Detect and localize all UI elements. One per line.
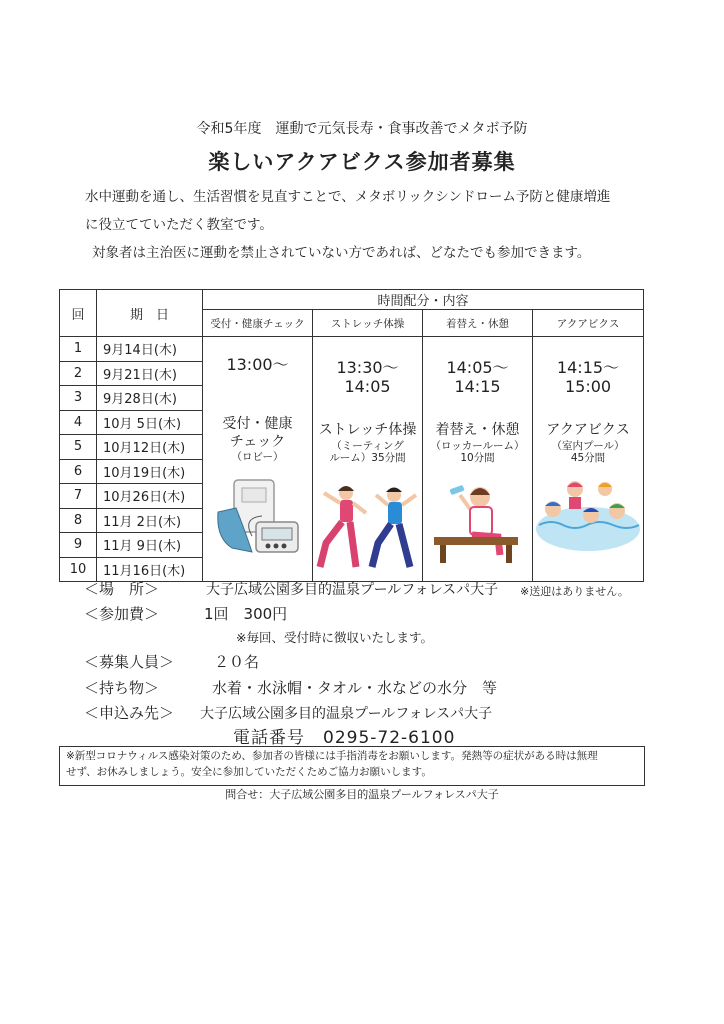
changing-activity: 着替え・休憩 <box>435 422 520 439</box>
aquabics-activity: アクアビクス <box>546 422 630 439</box>
aquabics-note-2: 45分間 <box>570 452 606 465</box>
place-row <box>84 578 498 599</box>
session-date: 11月 2日(木) <box>97 508 203 533</box>
apply-label: ＜申込み先＞ <box>84 704 175 722</box>
place-value: 大子広域公園多目的温泉プールフォレスパ大子 <box>206 582 499 598</box>
covid-notice <box>59 746 645 786</box>
stretch-activity: ストレッチ体操 <box>318 422 417 439</box>
round-number: 7 <box>60 484 97 509</box>
col-changing <box>423 337 533 582</box>
changing-time-start: 14:05～ <box>446 358 509 377</box>
round-number: 10 <box>60 557 97 582</box>
header-schedule: 時間配分・内容 <box>203 290 644 310</box>
round-number: 4 <box>60 410 97 435</box>
round-number: 5 <box>60 435 97 460</box>
session-date: 11月16日(木) <box>97 557 203 582</box>
col-reception <box>203 337 313 582</box>
capacity-label: ＜募集人員＞ <box>84 653 175 671</box>
fee-label: ＜参加費＞ <box>84 605 160 623</box>
notice-line-2: せず、お休みしましょう。安全に参加していただくためご協力お願いします。 <box>66 765 432 778</box>
page-title: 楽しいアクアビクス参加者募集 <box>208 150 516 174</box>
round-number: 3 <box>60 386 97 411</box>
changing-note-2: 10分間 <box>460 452 495 465</box>
notice-line-1: ※新型コロナウィルス感染対策のため、参加者の皆様には手指消毒をお願いします。発熱等の症状がある時は無理 <box>66 750 598 762</box>
aquabics-note-1: （室内プール） <box>551 439 625 452</box>
round-number: 9 <box>60 533 97 558</box>
aquabics-time-start: 14:15～ <box>556 358 620 377</box>
fee-note: ※毎回、受付時に徴収いたします。 <box>236 630 433 645</box>
round-number: 8 <box>60 508 97 533</box>
inquiry-footer: 問合せ：大子広域公園多目的温泉プールフォレスパ大子 <box>225 788 499 801</box>
stretch-note-2: ルーム）35分間 <box>329 452 406 465</box>
session-date: 10月19日(木) <box>97 459 203 484</box>
reception-activity <box>203 416 312 451</box>
fee-row <box>84 603 287 624</box>
blood-pressure-monitor-illustration <box>212 478 304 556</box>
items-row <box>84 677 497 698</box>
pool-swimmers-illustration <box>535 475 641 555</box>
subheader-stretch: ストレッチ体操 <box>313 310 423 337</box>
place-note: ※送迎はありません。 <box>520 585 629 598</box>
capacity-value: ２０名 <box>214 653 260 671</box>
header-date: 期 日 <box>97 290 203 337</box>
subtitle: 令和5年度 運動で元気長寿・食事改善でメタボ予防 <box>196 121 528 137</box>
aquabics-time-end: 15:00 <box>564 377 612 397</box>
intro-line-3: 対象者は主治医に運動を禁止されていない方であれば、どなたでも参加できます。 <box>92 245 591 261</box>
round-number: 2 <box>60 361 97 386</box>
reception-time: 13:00～ <box>226 355 289 374</box>
capacity-row <box>84 651 259 672</box>
schedule-table <box>59 289 644 582</box>
session-date: 11月 9日(木) <box>97 533 203 558</box>
fee-value: 1回 300円 <box>204 605 288 623</box>
place-label: ＜場 所＞ <box>84 580 160 598</box>
reception-activity-2: チェック <box>229 433 286 450</box>
round-number: 6 <box>60 459 97 484</box>
changing-time-end: 14:15 <box>454 377 501 397</box>
col-aquabics <box>533 337 644 582</box>
stretching-people-illustration <box>316 481 420 571</box>
round-number: 1 <box>60 337 97 362</box>
apply-value: 大子広域公園多目的温泉プールフォレスパ大子 <box>200 706 493 722</box>
reception-note: （ロビー） <box>231 451 284 464</box>
subheader-aquabics: アクアビクス <box>533 310 644 337</box>
subheader-reception: 受付・健康チェック <box>203 310 313 337</box>
stretch-time-start: 13:30～ <box>336 358 399 377</box>
session-date: 10月26日(木) <box>97 484 203 509</box>
items-label: ＜持ち物＞ <box>84 679 160 697</box>
session-date: 9月28日(木) <box>97 386 203 411</box>
resting-person-illustration <box>428 479 528 567</box>
session-date: 9月21日(木) <box>97 361 203 386</box>
items-value: 水着・水泳帽・タオル・水などの水分 等 <box>212 679 498 697</box>
reception-activity-1: 受付・健康 <box>222 416 293 433</box>
session-date: 10月12日(木) <box>97 435 203 460</box>
session-date: 9月14日(木) <box>97 337 203 362</box>
session-date: 10月 5日(木) <box>97 410 203 435</box>
stretch-note-1: （ミーティング <box>331 439 404 452</box>
header-round: 回 <box>60 290 97 337</box>
intro-line-2: に役立てていただく教室です。 <box>85 217 273 233</box>
col-stretch <box>313 337 423 582</box>
stretch-time-end: 14:05 <box>344 377 391 397</box>
phone-number: 電話番号 0295-72-6100 <box>233 728 456 748</box>
apply-row <box>84 702 492 723</box>
table-row <box>60 337 644 362</box>
changing-note-1: （ロッカールーム） <box>430 439 525 452</box>
subheader-changing: 着替え・休憩 <box>423 310 533 337</box>
intro-line-1: 水中運動を通し、生活習慣を見直すことで、メタボリックシンドローム予防と健康増進 <box>85 189 611 205</box>
